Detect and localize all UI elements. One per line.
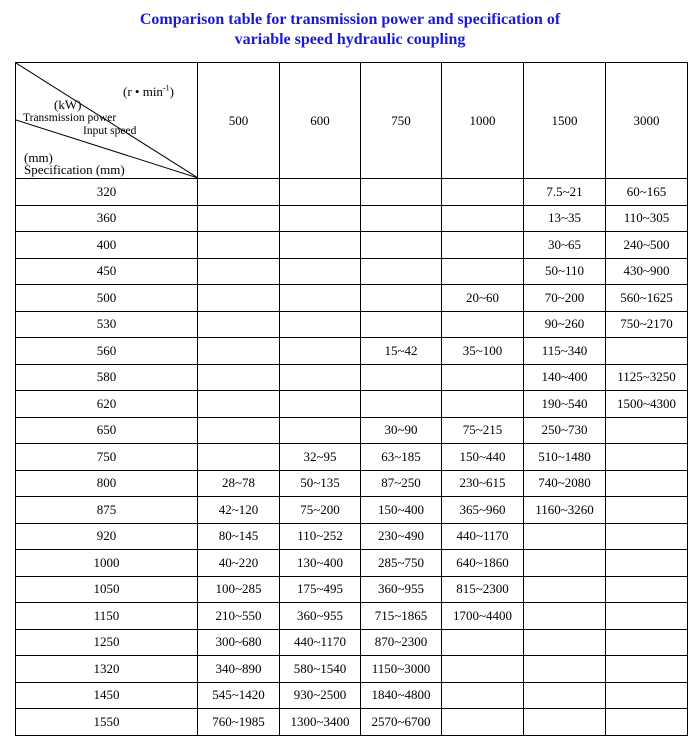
spec-cell: 320 xyxy=(16,179,198,206)
power-range-cell xyxy=(442,364,524,391)
table-row xyxy=(16,470,688,497)
power-label: Transmission power xyxy=(23,112,117,124)
power-range-cell xyxy=(442,205,524,232)
power-range-cell xyxy=(361,232,442,259)
power-range-cell xyxy=(442,391,524,418)
power-range-cell: 70~200 xyxy=(524,285,606,312)
power-range-cell: 760~1985 xyxy=(198,709,280,736)
power-range-cell: 100~285 xyxy=(198,576,280,603)
power-range-cell xyxy=(198,258,280,285)
table-row xyxy=(16,391,688,418)
speed-unit-label: (r • $\min^{-1}$) xyxy=(123,83,174,99)
power-range-cell: 430~900 xyxy=(606,258,688,285)
power-range-cell: 210~550 xyxy=(198,603,280,630)
table-row xyxy=(16,417,688,444)
power-range-cell xyxy=(524,629,606,656)
power-range-cell: 42~120 xyxy=(198,497,280,524)
power-range-cell xyxy=(442,629,524,656)
table-row xyxy=(16,603,688,630)
power-range-cell xyxy=(280,258,361,285)
page-title xyxy=(0,10,700,50)
power-range-cell: 360~955 xyxy=(361,576,442,603)
power-range-cell xyxy=(606,523,688,550)
power-range-cell: 240~500 xyxy=(606,232,688,259)
power-range-cell: 90~260 xyxy=(524,311,606,338)
power-range-cell xyxy=(198,391,280,418)
power-range-cell: 7.5~21 xyxy=(524,179,606,206)
power-range-cell xyxy=(606,497,688,524)
speed-header-cell: 1500 xyxy=(524,63,606,179)
spec-cell: 1550 xyxy=(16,709,198,736)
table-row xyxy=(16,311,688,338)
power-range-cell xyxy=(361,364,442,391)
table-row xyxy=(16,285,688,312)
power-range-cell: 130~400 xyxy=(280,550,361,577)
power-range-cell xyxy=(524,682,606,709)
speed-header-cell: 1000 xyxy=(442,63,524,179)
power-range-cell: 285~750 xyxy=(361,550,442,577)
power-range-cell xyxy=(280,232,361,259)
power-range-cell: 1300~3400 xyxy=(280,709,361,736)
power-range-cell: 20~60 xyxy=(442,285,524,312)
power-range-cell xyxy=(606,417,688,444)
power-range-cell xyxy=(524,656,606,683)
power-range-cell xyxy=(606,338,688,365)
table-row xyxy=(16,656,688,683)
power-range-cell: 1160~3260 xyxy=(524,497,606,524)
diagonal-header-cell xyxy=(16,63,198,179)
spec-cell: 400 xyxy=(16,232,198,259)
power-range-cell: 230~490 xyxy=(361,523,442,550)
power-range-cell: 250~730 xyxy=(524,417,606,444)
power-range-cell: 87~250 xyxy=(361,470,442,497)
power-range-cell: 740~2080 xyxy=(524,470,606,497)
power-range-cell: 30~65 xyxy=(524,232,606,259)
power-range-cell: 110~252 xyxy=(280,523,361,550)
power-range-cell xyxy=(442,656,524,683)
power-range-cell xyxy=(280,179,361,206)
power-range-cell xyxy=(442,311,524,338)
power-range-cell: 1700~4400 xyxy=(442,603,524,630)
power-range-cell xyxy=(606,576,688,603)
power-range-cell xyxy=(198,179,280,206)
table-row xyxy=(16,576,688,603)
power-range-cell xyxy=(280,311,361,338)
spec-cell: 560 xyxy=(16,338,198,365)
power-range-cell: 300~680 xyxy=(198,629,280,656)
power-range-cell: 750~2170 xyxy=(606,311,688,338)
spec-cell: 1250 xyxy=(16,629,198,656)
power-range-cell: 1125~3250 xyxy=(606,364,688,391)
table-row xyxy=(16,523,688,550)
speed-header-cell: 3000 xyxy=(606,63,688,179)
spec-cell: 530 xyxy=(16,311,198,338)
power-range-cell xyxy=(198,417,280,444)
power-range-cell: 560~1625 xyxy=(606,285,688,312)
power-range-cell xyxy=(524,709,606,736)
power-range-cell: 115~340 xyxy=(524,338,606,365)
spec-cell: 650 xyxy=(16,417,198,444)
spec-cell: 1450 xyxy=(16,682,198,709)
spec-table xyxy=(15,62,688,736)
power-range-cell: 60~165 xyxy=(606,179,688,206)
power-range-cell xyxy=(524,550,606,577)
spec-cell: 1320 xyxy=(16,656,198,683)
table-row xyxy=(16,629,688,656)
power-range-cell xyxy=(280,364,361,391)
table-row xyxy=(16,232,688,259)
title-line-2: variable speed hydraulic coupling xyxy=(234,31,466,48)
spec-cell: 1000 xyxy=(16,550,198,577)
power-range-cell: 15~42 xyxy=(361,338,442,365)
power-range-cell: 30~90 xyxy=(361,417,442,444)
header-row xyxy=(16,63,688,179)
power-range-cell: 340~890 xyxy=(198,656,280,683)
spec-cell: 1150 xyxy=(16,603,198,630)
power-range-cell xyxy=(606,550,688,577)
power-range-cell xyxy=(361,311,442,338)
power-range-cell: 230~615 xyxy=(442,470,524,497)
power-range-cell: 190~540 xyxy=(524,391,606,418)
spec-cell: 580 xyxy=(16,364,198,391)
power-range-cell xyxy=(198,364,280,391)
speed-header-cell: 600 xyxy=(280,63,361,179)
power-range-cell: 50~135 xyxy=(280,470,361,497)
power-range-cell xyxy=(524,603,606,630)
power-range-cell xyxy=(361,258,442,285)
power-range-cell xyxy=(361,285,442,312)
power-range-cell: 13~35 xyxy=(524,205,606,232)
spec-unit-label: (mm) xyxy=(24,150,53,165)
power-range-cell xyxy=(606,444,688,471)
power-range-cell xyxy=(198,311,280,338)
power-range-cell xyxy=(442,232,524,259)
spec-cell: 500 xyxy=(16,285,198,312)
power-range-cell: 930~2500 xyxy=(280,682,361,709)
power-range-cell xyxy=(361,205,442,232)
power-range-cell: 75~200 xyxy=(280,497,361,524)
power-range-cell xyxy=(442,258,524,285)
power-range-cell: 440~1170 xyxy=(442,523,524,550)
power-range-cell: 28~78 xyxy=(198,470,280,497)
power-range-cell xyxy=(524,523,606,550)
power-range-cell xyxy=(198,285,280,312)
speed-label: Input speed xyxy=(83,125,137,137)
table-row xyxy=(16,205,688,232)
table-row xyxy=(16,258,688,285)
power-range-cell xyxy=(198,338,280,365)
power-range-cell xyxy=(606,656,688,683)
power-range-cell xyxy=(198,232,280,259)
table-row xyxy=(16,682,688,709)
power-range-cell: 580~1540 xyxy=(280,656,361,683)
power-range-cell xyxy=(280,338,361,365)
power-range-cell xyxy=(524,576,606,603)
power-range-cell: 40~220 xyxy=(198,550,280,577)
power-range-cell: 63~185 xyxy=(361,444,442,471)
table-row xyxy=(16,497,688,524)
spec-cell: 875 xyxy=(16,497,198,524)
spec-cell: 450 xyxy=(16,258,198,285)
power-range-cell xyxy=(198,205,280,232)
power-range-cell: 35~100 xyxy=(442,338,524,365)
power-range-cell: 715~1865 xyxy=(361,603,442,630)
speed-header-cell: 500 xyxy=(198,63,280,179)
table-row xyxy=(16,550,688,577)
spec-label: Specification (mm) xyxy=(24,162,125,177)
power-range-cell: 440~1170 xyxy=(280,629,361,656)
speed-header-cell: 750 xyxy=(361,63,442,179)
power-range-cell xyxy=(280,205,361,232)
power-range-cell: 80~145 xyxy=(198,523,280,550)
power-range-cell: 75~215 xyxy=(442,417,524,444)
power-range-cell xyxy=(606,603,688,630)
power-range-cell: 32~95 xyxy=(280,444,361,471)
power-range-cell: 2570~6700 xyxy=(361,709,442,736)
spec-cell: 360 xyxy=(16,205,198,232)
power-unit-label: (kW) xyxy=(54,97,82,112)
power-range-cell: 510~1480 xyxy=(524,444,606,471)
spec-cell: 800 xyxy=(16,470,198,497)
table-row xyxy=(16,364,688,391)
power-range-cell xyxy=(280,391,361,418)
power-range-cell xyxy=(280,285,361,312)
power-range-cell: 815~2300 xyxy=(442,576,524,603)
power-range-cell: 545~1420 xyxy=(198,682,280,709)
power-range-cell: 365~960 xyxy=(442,497,524,524)
power-range-cell: 1150~3000 xyxy=(361,656,442,683)
power-range-cell xyxy=(361,391,442,418)
power-range-cell: 870~2300 xyxy=(361,629,442,656)
table-row xyxy=(16,709,688,736)
power-range-cell xyxy=(361,179,442,206)
power-range-cell xyxy=(442,682,524,709)
power-range-cell xyxy=(606,709,688,736)
power-range-cell: 640~1860 xyxy=(442,550,524,577)
power-range-cell xyxy=(606,470,688,497)
power-range-cell: 175~495 xyxy=(280,576,361,603)
power-range-cell: 50~110 xyxy=(524,258,606,285)
power-range-cell xyxy=(198,444,280,471)
power-range-cell xyxy=(606,629,688,656)
power-range-cell xyxy=(442,709,524,736)
power-range-cell: 1500~4300 xyxy=(606,391,688,418)
table-row xyxy=(16,179,688,206)
spec-cell: 750 xyxy=(16,444,198,471)
power-range-cell: 140~400 xyxy=(524,364,606,391)
power-range-cell: 150~400 xyxy=(361,497,442,524)
power-range-cell xyxy=(442,179,524,206)
power-range-cell: 150~440 xyxy=(442,444,524,471)
spec-cell: 920 xyxy=(16,523,198,550)
table-body xyxy=(16,179,688,736)
power-range-cell: 360~955 xyxy=(280,603,361,630)
power-range-cell xyxy=(280,417,361,444)
spec-cell: 620 xyxy=(16,391,198,418)
title-line-1: Comparison table for transmission power and specification of xyxy=(139,11,561,28)
table-row xyxy=(16,444,688,471)
spec-cell: 1050 xyxy=(16,576,198,603)
power-range-cell: 1840~4800 xyxy=(361,682,442,709)
power-range-cell: 110~305 xyxy=(606,205,688,232)
table-row xyxy=(16,338,688,365)
power-range-cell xyxy=(606,682,688,709)
